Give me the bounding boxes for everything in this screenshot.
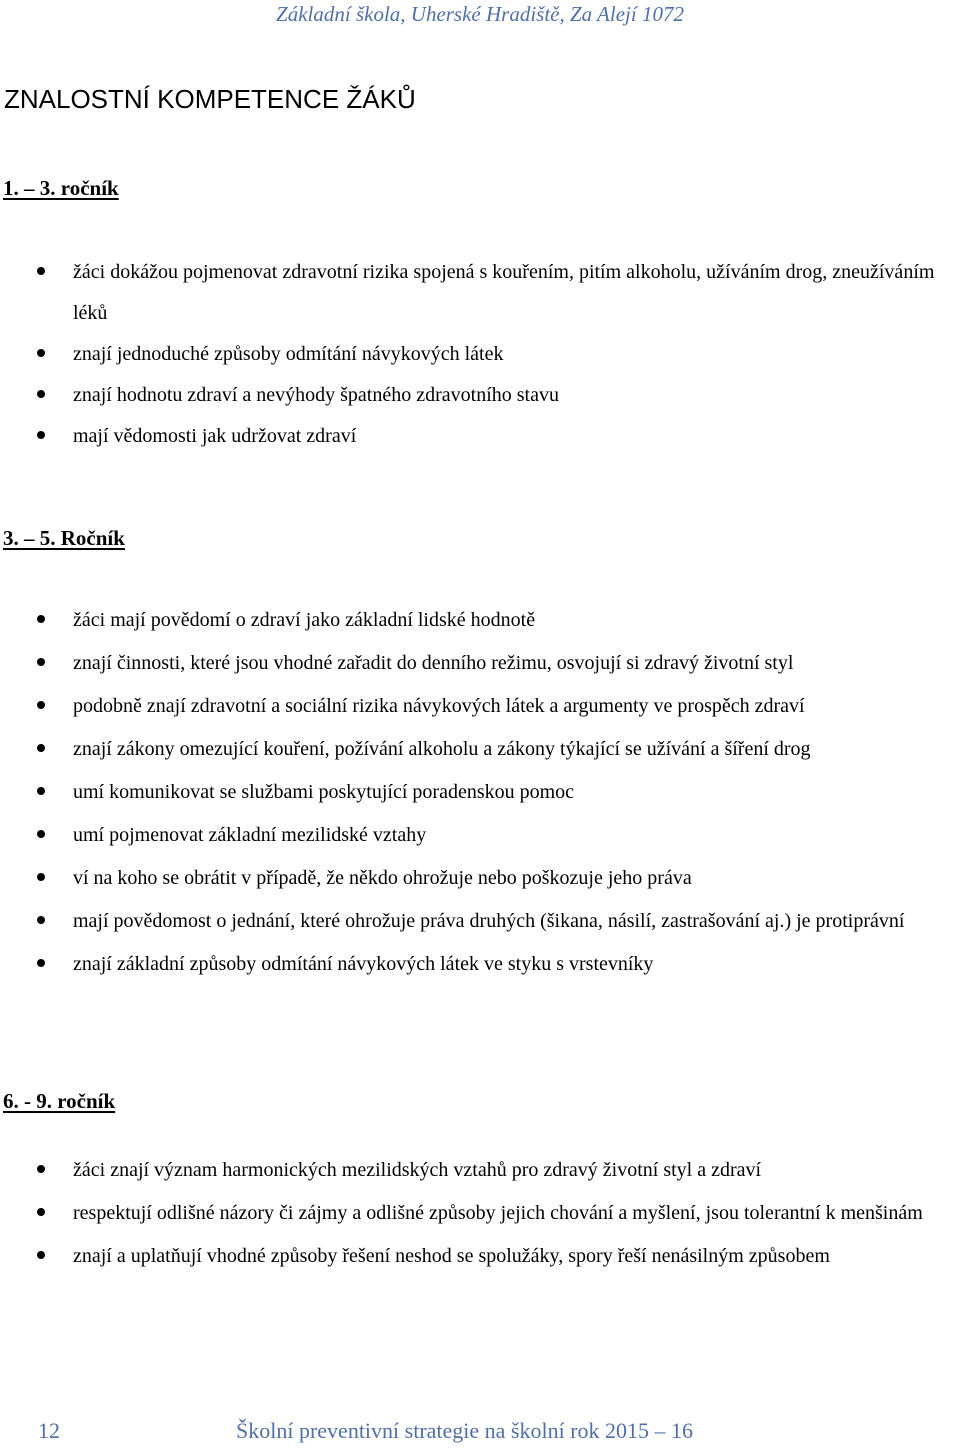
- list-item-text: ví na koho se obrátit v případě, že někdo ohrožuje nebo poškozuje jeho práva: [73, 867, 692, 889]
- bullet-list-grades-1-3: [0, 252, 958, 457]
- list-item-text: znají a uplatňují vhodné způsoby řešení neshod se spolužáky, spory řeší nenásilným způsobem: [73, 1245, 830, 1267]
- document-title: ZNALOSTNÍ KOMPETENCE ŽÁKŮ: [4, 84, 416, 114]
- list-item-text: znají činnosti, které jsou vhodné zařadit do denního režimu, osvojují si zdravý životní styl: [73, 652, 794, 674]
- bullet-icon: [37, 916, 45, 924]
- list-item-text: znají zákony omezující kouření, požívání alkoholu a zákony týkající se užívání a šíření drog: [73, 738, 811, 760]
- list-item-text: žáci mají povědomí o zdraví jako základní lidské hodnotě: [73, 609, 536, 631]
- bullet-icon: [37, 431, 45, 439]
- list-item-text: mají povědomost o jednání, které ohrožuje práva druhých (šikana, násilí, zastrašování aj.) je protiprávní: [73, 910, 905, 932]
- bullet-icon: [37, 1251, 45, 1259]
- list-item: [0, 643, 958, 684]
- running-footer: [0, 1414, 960, 1448]
- list-item: [0, 729, 958, 770]
- bullet-list-grades-6-9: [0, 1150, 958, 1277]
- list-item: [0, 600, 958, 641]
- list-item-text: podobně znají zdravotní a sociální rizika návykových látek a argumenty ve prospěch zdraví: [73, 695, 805, 717]
- footer-document-title: Školní preventivní strategie na školní rok 2015 – 16: [236, 1418, 694, 1443]
- bullet-icon: [37, 959, 45, 967]
- list-item-text: mají vědomosti jak udržovat zdraví: [73, 425, 357, 447]
- running-header: Základní škola, Uherské Hradiště, Za Alejí 1072: [276, 2, 684, 26]
- list-item-text: znají hodnotu zdraví a nevýhody špatného zdravotního stavu: [73, 384, 559, 406]
- bullet-icon: [37, 1165, 45, 1173]
- list-item: [0, 334, 958, 375]
- list-item-text: umí komunikovat se službami poskytující poradenskou pomoc: [73, 781, 575, 803]
- bullet-icon: [37, 349, 45, 357]
- bullet-icon: [37, 744, 45, 752]
- bullet-icon: [37, 873, 45, 881]
- list-item: [0, 1236, 958, 1277]
- section-heading-grades-1-3: 1. – 3. ročník: [3, 176, 119, 200]
- list-item-text: znají základní způsoby odmítání návykových látek ve styku s vrstevníky: [73, 953, 654, 975]
- bullet-icon: [37, 390, 45, 398]
- bullet-icon: [37, 701, 45, 709]
- list-item-text: žáci dokážou pojmenovat zdravotní rizika spojená s kouřením, pitím alkoholu, užíváním drog, zneužíváním léků: [73, 261, 935, 324]
- list-item: [0, 1193, 958, 1234]
- list-item: [0, 1150, 958, 1191]
- list-item: [0, 772, 958, 813]
- bullet-icon: [37, 615, 45, 623]
- list-item: [0, 252, 958, 334]
- list-item-text: žáci znají význam harmonických mezilidských vztahů pro zdravý životní styl a zdraví: [73, 1159, 762, 1181]
- list-item: [0, 858, 958, 899]
- list-item: [0, 375, 958, 416]
- section-heading-grades-3-5: 3. – 5. Ročník: [3, 526, 125, 550]
- bullet-icon: [37, 1208, 45, 1216]
- list-item-text: znají jednoduché způsoby odmítání návykových látek: [73, 343, 504, 365]
- list-item: [0, 686, 958, 727]
- bullet-icon: [37, 830, 45, 838]
- list-item: [0, 901, 958, 942]
- bullet-icon: [37, 787, 45, 795]
- list-item-text: respektují odlišné názory či zájmy a odlišné způsoby jejich chování a myšlení, jsou tolerantní k menšinám: [73, 1202, 923, 1224]
- page-number: 12: [38, 1418, 60, 1443]
- bullet-icon: [37, 658, 45, 666]
- list-item-text: umí pojmenovat základní mezilidské vztahy: [73, 824, 427, 846]
- list-item: [0, 416, 958, 457]
- section-heading-grades-6-9: 6. - 9. ročník: [3, 1089, 116, 1113]
- list-item: [0, 944, 958, 985]
- bullet-list-grades-3-5: [0, 600, 958, 985]
- list-item: [0, 815, 958, 856]
- bullet-icon: [37, 267, 45, 275]
